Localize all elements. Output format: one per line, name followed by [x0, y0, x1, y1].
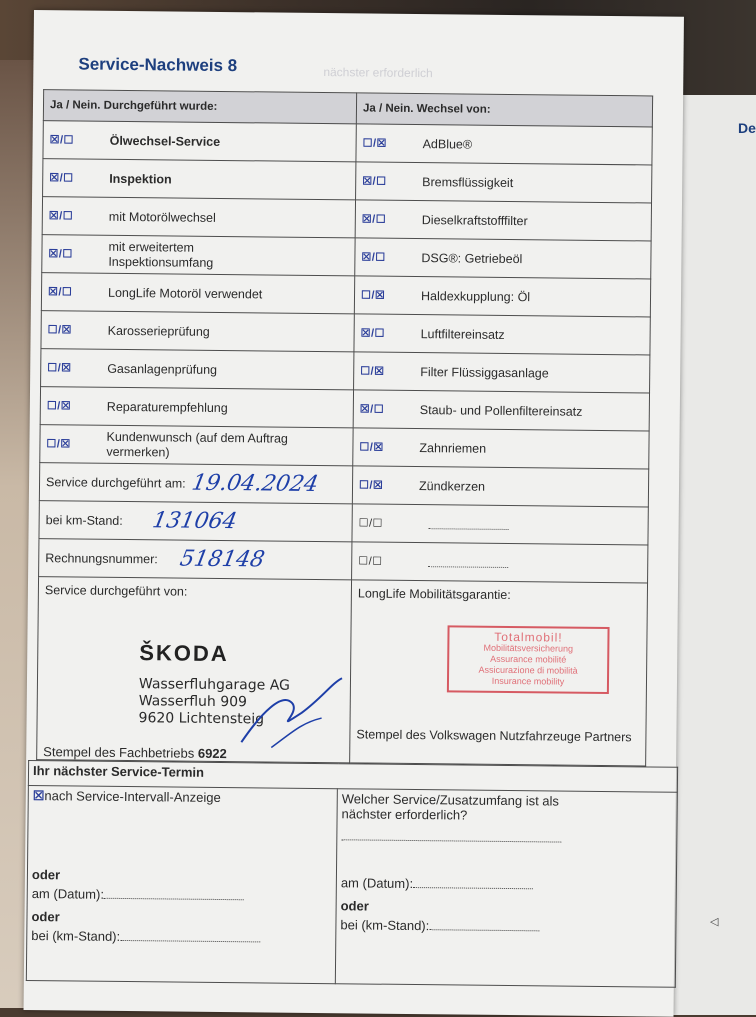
next-page-arrow: ◁: [710, 916, 719, 928]
row-label: Filter Flüssiggasanlage: [420, 364, 549, 380]
signature: [231, 672, 352, 753]
oder-label: oder: [31, 867, 61, 883]
table-row: [43, 159, 652, 203]
checkbox-pair[interactable]: ☒/☐: [359, 403, 385, 416]
next-service-header: Ihr nächster Service-Termin: [28, 760, 677, 792]
mobility-label: LongLife Mobilitätsgarantie:: [357, 586, 511, 603]
checkbox-pair[interactable]: ☒/☐: [48, 248, 73, 261]
checkbox-pair[interactable]: ☒/☐: [47, 286, 73, 299]
table-row: [39, 463, 648, 507]
interval-checkbox[interactable]: ☒: [32, 788, 45, 804]
table-row: [43, 121, 652, 165]
row-label: LongLife Motoröl verwendet: [107, 285, 263, 301]
table-row: [40, 425, 649, 469]
left-header: Ja / Nein. Durchgeführt wurde:: [43, 90, 356, 124]
checkbox-pair[interactable]: ☒/☐: [49, 172, 74, 185]
date-field[interactable]: [413, 877, 533, 889]
checkbox-pair[interactable]: ☐/☐: [358, 555, 383, 568]
next-service-table: [26, 760, 678, 988]
next-page-heading-fragment: De: [738, 120, 756, 136]
dealer-stamp-label: Stempel des Fachbetriebs 6922: [43, 744, 227, 762]
km-stand-label: bei (km-Stand):: [340, 917, 430, 934]
table-row: [39, 501, 648, 545]
row-label: Reparaturempfehlung: [106, 399, 228, 415]
checkbox-pair[interactable]: ☐/☒: [46, 438, 71, 451]
km-field[interactable]: [120, 930, 260, 942]
row-label: Zündkerzen: [418, 478, 486, 494]
table-row: [41, 273, 650, 317]
date-field[interactable]: [104, 888, 244, 900]
checkbox-pair[interactable]: ☐/☒: [46, 400, 72, 413]
dealer-line: Wasserfluh 909: [138, 693, 248, 711]
row-label: Zahnriemen: [419, 440, 487, 456]
date-label: am (Datum):: [31, 886, 105, 902]
dealer-number: 6922: [197, 745, 227, 762]
row-label: Dieselkraftstofffilter: [421, 212, 528, 228]
service-date-value[interactable]: 19.04.2024: [189, 470, 321, 497]
table-row: [40, 387, 649, 431]
row-label: mit Motorölwechsel: [108, 209, 216, 225]
right-header: Ja / Nein. Wechsel von:: [356, 93, 652, 127]
dealer-line: 9620 Lichtensteig: [138, 710, 265, 728]
row-label: Inspektion: [109, 171, 172, 186]
checkbox-pair[interactable]: ☐/☒: [359, 441, 384, 454]
checkbox-pair[interactable]: ☐/☒: [47, 324, 72, 337]
km-label: bei km-Stand:: [45, 512, 123, 528]
checkbox-pair[interactable]: ☐/☒: [358, 479, 384, 492]
row-label: DSG®: Getriebeöl: [421, 250, 523, 266]
row-label: mit erweitertem Inspektionsumfang: [108, 239, 214, 270]
table-row: [42, 197, 651, 241]
km-value[interactable]: 131064: [150, 508, 240, 535]
dealer-line: Wasserfluhgarage AG: [138, 676, 291, 694]
row-label: Gasanlagenprüfung: [107, 361, 218, 377]
dealer-brand: ŠKODA: [139, 640, 229, 667]
row-label: Ölwechsel-Service: [109, 133, 221, 149]
next-service-question: Welcher Service/Zusatzumfang ist als nächster erforderlich?: [341, 791, 560, 823]
page-title: Service-Nachweis 8: [78, 54, 238, 76]
row-label: Haldexkupplung: Öl: [420, 288, 531, 304]
table-row: [41, 311, 650, 355]
interval-label: nach Service-Intervall-Anzeige: [44, 788, 221, 805]
checkbox-pair[interactable]: ☐/☒: [362, 137, 387, 150]
invoice-label: Rechnungsnummer:: [45, 550, 158, 566]
row-label: Kundenwunsch (auf dem Auftrag vermerken): [106, 429, 288, 459]
table-row: [42, 235, 651, 279]
mobility-stamp: Totalmobil! Mobilitätsversicherung Assurance mobilité Assicurazione di mobilità Insurance mobility: [447, 625, 610, 694]
table-row: [39, 539, 648, 583]
km-stand-label: bei (km-Stand):: [31, 928, 121, 944]
row-label: Karosserieprüfung: [107, 323, 210, 339]
checkbox-pair[interactable]: ☐/☒: [360, 365, 385, 378]
checkbox-pair[interactable]: ☒/☐: [49, 134, 74, 147]
checkbox-pair[interactable]: ☐/☒: [360, 289, 386, 302]
checkbox-pair[interactable]: ☐/☐: [358, 517, 383, 530]
service-booklet-page: [24, 10, 684, 1017]
service-date-label: Service durchgeführt am:: [45, 474, 186, 491]
row-label: Staub- und Pollenfiltereinsatz: [419, 402, 583, 419]
row-label: AdBlue®: [422, 136, 473, 152]
row-label: Bremsflüssigkeit: [422, 174, 514, 190]
table-row: [41, 349, 650, 393]
bleed-through-text: nächster erforderlich: [323, 65, 433, 81]
partner-stamp-label: Stempel des Volkswagen Nutzfahrzeuge Partners: [356, 727, 632, 745]
row-label: Luftfiltereinsatz: [420, 326, 505, 342]
invoice-value[interactable]: 518148: [177, 546, 267, 573]
oder-label: oder: [340, 898, 369, 914]
date-label: am (Datum):: [340, 875, 414, 892]
performed-by-label: Service durchgeführt von:: [44, 583, 188, 599]
blank-line[interactable]: [429, 518, 509, 530]
checkbox-pair[interactable]: ☒/☐: [361, 251, 386, 264]
checkbox-pair[interactable]: ☒/☐: [360, 327, 385, 340]
km-field[interactable]: [429, 919, 539, 931]
checkbox-pair[interactable]: ☐/☒: [47, 362, 72, 375]
service-table: [36, 89, 653, 766]
checkbox-pair[interactable]: ☒/☐: [48, 210, 74, 223]
oder-label: oder: [31, 909, 60, 925]
checkbox-pair[interactable]: ☒/☐: [361, 213, 387, 226]
question-answer-line[interactable]: [341, 829, 561, 842]
checkbox-pair[interactable]: ☒/☐: [362, 175, 387, 188]
blank-line[interactable]: [428, 556, 508, 568]
